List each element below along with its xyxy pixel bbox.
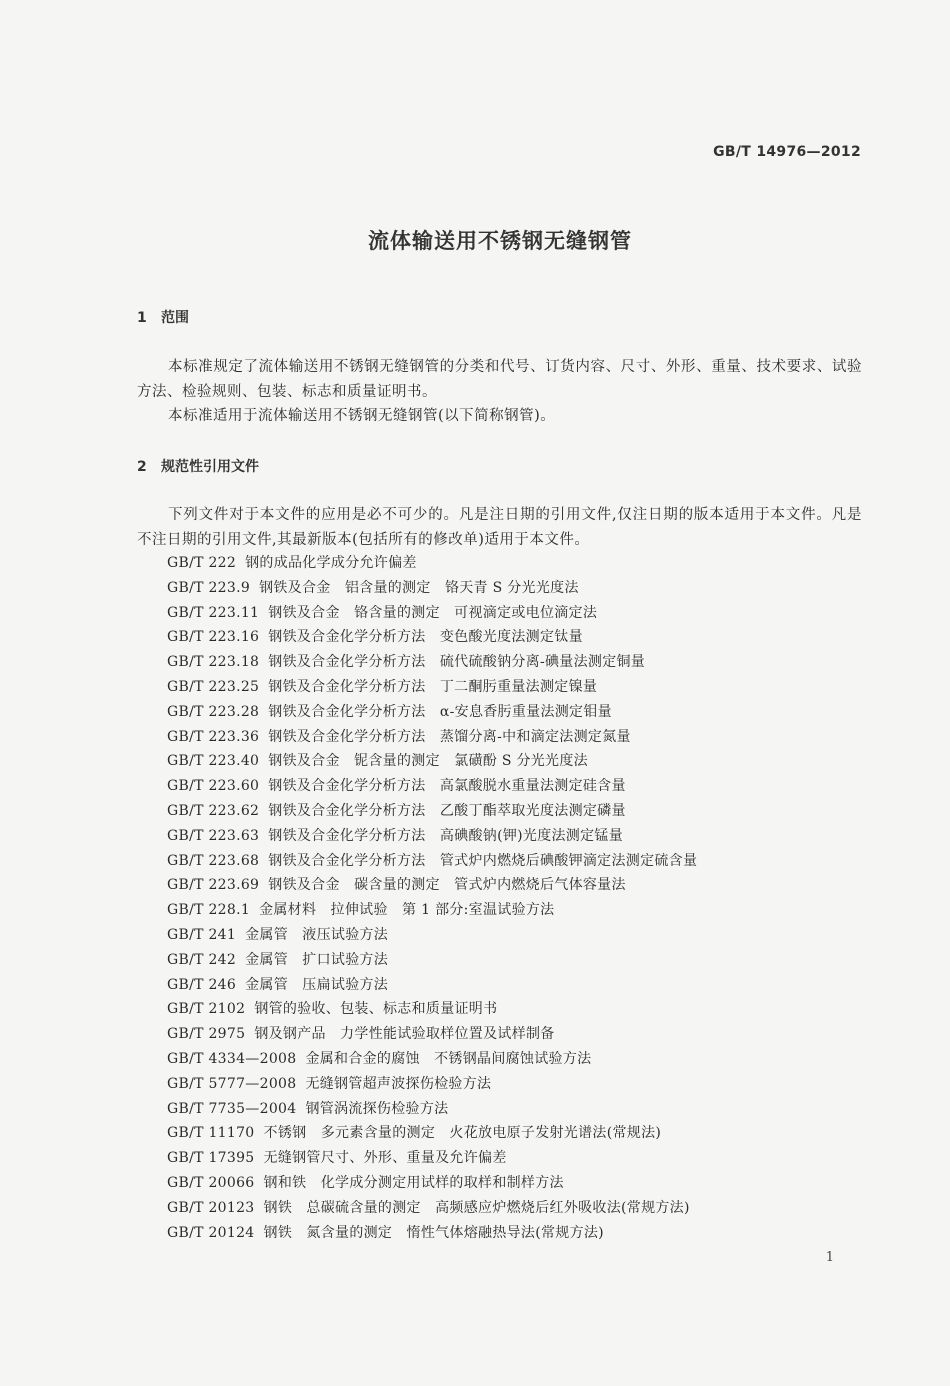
reference-code: GB/T 223.9 xyxy=(167,579,251,596)
reference-code: GB/T 223.63 xyxy=(167,827,260,844)
reference-code: GB/T 223.69 xyxy=(167,877,260,894)
reference-item xyxy=(167,1121,697,1146)
reference-code: GB/T 222 xyxy=(167,555,237,571)
reference-title: 钢铁及合金 铬含量的测定 可视滴定或电位滴定法 xyxy=(268,604,598,621)
reference-title: 钢铁及合金化学分析方法 变色酸光度法测定钛量 xyxy=(268,629,583,646)
reference-title: 钢及钢产品 力学性能试验取样位置及试样制备 xyxy=(254,1026,555,1043)
reference-code: GB/T 7735—2004 xyxy=(167,1100,297,1117)
reference-item xyxy=(167,576,697,601)
reference-title: 钢铁及合金 碳含量的测定 管式炉内燃烧后气体容量法 xyxy=(268,877,626,894)
reference-item xyxy=(167,923,697,948)
scope-paragraph-2: 本标准适用于流体输送用不锈钢无缝钢管(以下简称钢管)。 xyxy=(168,408,556,424)
reference-title: 钢管涡流探伤检验方法 xyxy=(305,1100,449,1117)
reference-code: GB/T 5777—2008 xyxy=(167,1075,297,1092)
section-number: 2 xyxy=(137,459,147,475)
reference-title: 钢铁及合金化学分析方法 硫代硫酸钠分离-碘量法测定铜量 xyxy=(268,654,646,671)
reference-title: 钢铁及合金化学分析方法 乙酸丁酯萃取光度法测定磷量 xyxy=(268,802,626,819)
reference-code: GB/T 223.28 xyxy=(167,703,260,720)
reference-item xyxy=(167,799,697,824)
reference-code: GB/T 228.1 xyxy=(167,902,251,919)
reference-item xyxy=(167,1146,697,1171)
section-title: 规范性引用文件 xyxy=(161,459,259,475)
reference-code: GB/T 20066 xyxy=(167,1174,255,1191)
reference-list xyxy=(167,551,697,1245)
reference-code: GB/T 223.62 xyxy=(167,802,260,819)
reference-title: 钢铁及合金化学分析方法 高碘酸钠(钾)光度法测定锰量 xyxy=(268,827,623,844)
reference-code: GB/T 223.11 xyxy=(167,604,260,621)
reference-item xyxy=(167,849,697,874)
reference-item xyxy=(167,601,697,626)
reference-item xyxy=(167,1221,697,1246)
reference-item xyxy=(167,749,697,774)
reference-item xyxy=(167,625,697,650)
reference-title: 钢和铁 化学成分测定用试样的取样和制样方法 xyxy=(263,1174,564,1191)
reference-item xyxy=(167,898,697,923)
reference-code: GB/T 2975 xyxy=(167,1026,246,1043)
reference-code: GB/T 242 xyxy=(167,951,237,968)
reference-item xyxy=(167,675,697,700)
document-title: 流体输送用不锈钢无缝钢管 xyxy=(368,229,632,253)
reference-title: 钢铁及合金化学分析方法 蒸馏分离-中和滴定法测定氮量 xyxy=(268,728,631,745)
reference-code: GB/T 4334—2008 xyxy=(167,1050,297,1067)
reference-title: 金属管 扩口试验方法 xyxy=(245,951,389,968)
section-number: 1 xyxy=(137,310,147,326)
reference-item xyxy=(167,700,697,725)
reference-title: 钢管的验收、包装、标志和质量证明书 xyxy=(254,1001,498,1018)
references-intro-paragraph: 下列文件对于本文件的应用是必不可少的。凡是注日期的引用文件,仅注日期的版本适用于本文件。凡是不注日期的引用文件,其最新版本(包括所有的修改单)适用于本文件。 xyxy=(137,507,862,548)
reference-item xyxy=(167,824,697,849)
reference-code: GB/T 241 xyxy=(167,926,237,943)
reference-title: 金属材料 拉伸试验 第 1 部分:室温试验方法 xyxy=(259,902,555,919)
section-heading-scope xyxy=(137,307,189,327)
reference-code: GB/T 223.68 xyxy=(167,852,260,869)
reference-title: 钢铁及合金化学分析方法 丁二酮肟重量法测定镍量 xyxy=(268,678,598,695)
reference-item xyxy=(167,774,697,799)
reference-item xyxy=(167,997,697,1022)
page-number: 1 xyxy=(825,1250,834,1265)
reference-code: GB/T 223.40 xyxy=(167,753,260,770)
reference-item xyxy=(167,725,697,750)
reference-item xyxy=(167,1072,697,1097)
standard-number: GB/T 14976—2012 xyxy=(713,144,861,160)
reference-title: 钢铁及合金 铝含量的测定 铬天青 S 分光光度法 xyxy=(259,579,579,596)
reference-title: 金属管 压扁试验方法 xyxy=(245,976,389,993)
reference-title: 无缝钢管尺寸、外形、重量及允许偏差 xyxy=(263,1150,507,1167)
reference-code: GB/T 11170 xyxy=(167,1125,255,1142)
reference-item xyxy=(167,1097,697,1122)
reference-item xyxy=(167,948,697,973)
reference-item xyxy=(167,551,697,576)
reference-item xyxy=(167,873,697,898)
reference-title: 钢铁及合金化学分析方法 高氯酸脱水重量法测定硅含量 xyxy=(268,778,626,795)
reference-title: 金属管 液压试验方法 xyxy=(245,926,389,943)
reference-code: GB/T 223.18 xyxy=(167,654,260,671)
reference-title: 钢铁及合金化学分析方法 管式炉内燃烧后碘酸钾滴定法测定硫含量 xyxy=(268,852,698,869)
reference-item xyxy=(167,973,697,998)
reference-code: GB/T 20124 xyxy=(167,1224,255,1241)
reference-title: 钢铁及合金化学分析方法 α-安息香肟重量法测定钼量 xyxy=(268,703,612,720)
reference-code: GB/T 223.25 xyxy=(167,678,260,695)
reference-code: GB/T 2102 xyxy=(167,1001,246,1018)
section-title: 范围 xyxy=(161,310,189,326)
reference-title: 钢的成品化学成分允许偏差 xyxy=(245,555,417,571)
reference-title: 金属和合金的腐蚀 不锈钢晶间腐蚀试验方法 xyxy=(305,1050,592,1067)
reference-code: GB/T 20123 xyxy=(167,1199,255,1216)
reference-item xyxy=(167,1196,697,1221)
scope-paragraph-1: 本标准规定了流体输送用不锈钢无缝钢管的分类和代号、订货内容、尺寸、外形、重量、技术要求、试验方法、检验规则、包装、标志和质量证明书。 xyxy=(137,359,862,400)
reference-item xyxy=(167,1022,697,1047)
reference-item xyxy=(167,650,697,675)
reference-item xyxy=(167,1047,697,1072)
reference-code: GB/T 17395 xyxy=(167,1150,255,1167)
reference-title: 钢铁及合金 铌含量的测定 氯磺酚 S 分光光度法 xyxy=(268,753,588,770)
reference-code: GB/T 246 xyxy=(167,976,237,993)
reference-code: GB/T 223.16 xyxy=(167,629,260,646)
section-heading-normative-references xyxy=(137,456,259,476)
reference-title: 不锈钢 多元素含量的测定 火花放电原子发射光谱法(常规法) xyxy=(263,1125,662,1142)
reference-title: 钢铁 总碳硫含量的测定 高频感应炉燃烧后红外吸收法(常规方法) xyxy=(263,1199,690,1216)
reference-item xyxy=(167,1171,697,1196)
reference-title: 无缝钢管超声波探伤检验方法 xyxy=(305,1075,492,1092)
reference-title: 钢铁 氮含量的测定 惰性气体熔融热导法(常规方法) xyxy=(263,1224,604,1241)
reference-code: GB/T 223.36 xyxy=(167,728,260,745)
reference-code: GB/T 223.60 xyxy=(167,778,260,795)
